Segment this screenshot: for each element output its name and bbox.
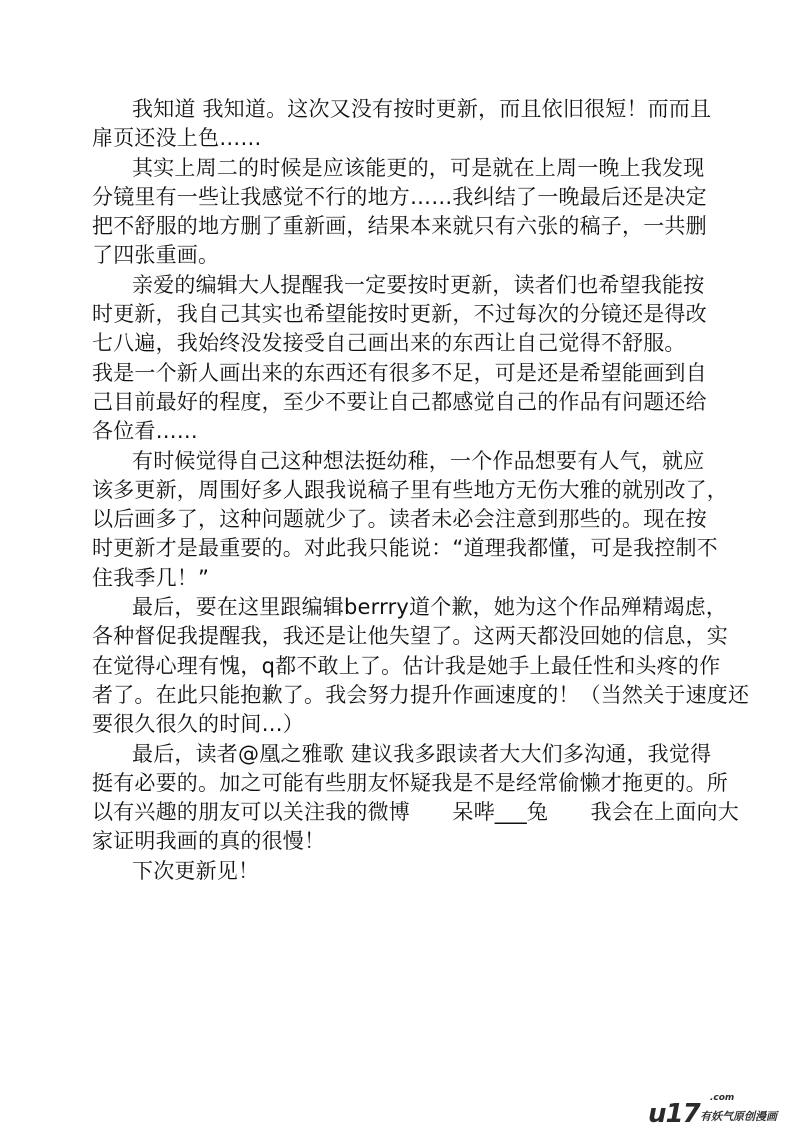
- note-line: 挺有必要的。加之可能有些朋友怀疑我是不是经常偷懒才拖更的。所: [92, 770, 728, 795]
- note-line: 有时候觉得自己这种想法挺幼稚，一个作品想要有人气，就应: [132, 448, 705, 473]
- note-line: 者了。在此只能抱歉了。我会努力提升作画速度的！（当然关于速度还: [92, 682, 750, 707]
- note-line: 己目前最好的程度，至少不要让自己都感觉自己的作品有问题还给: [92, 389, 707, 414]
- note-line: 其实上周二的时候是应该能更的，可是就在上周一晚上我发现: [132, 155, 705, 180]
- note-line: 七八遍，我始终没发接受自己画出来的东西让自己觉得不舒服。: [92, 331, 686, 356]
- note-line: 把不舒服的地方删了重新画，结果本来就只有六张的稿子，一共删: [92, 214, 707, 239]
- note-line: 要很久很久的时间…）: [92, 712, 304, 737]
- note-line: 分镜里有一些让我感觉不行的地方……我纠结了一晚最后还是决定: [92, 184, 707, 209]
- watermark-domain: .com: [710, 1093, 735, 1103]
- note-line: 最后，读者@凰之雅歌 建议我多跟读者大大们多沟通，我觉得: [132, 741, 712, 766]
- note-line: 时更新才是最重要的。对此我只能说：“道理我都懂，可是我控制不: [92, 536, 718, 561]
- note-line: 家证明我画的真的很慢！: [92, 829, 326, 854]
- note-line: 了四张重画。: [92, 243, 220, 268]
- note-line: 最后，要在这里跟编辑berrry道个歉，她为这个作品殚精竭虑，: [132, 595, 728, 620]
- note-line: 该多更新，周围好多人跟我说稿子里有些地方无伤大雅的就别改了，: [92, 477, 728, 502]
- note-line: 以有兴趣的朋友可以关注我的微博 呆哔___兔 我会在上面向大: [92, 800, 739, 825]
- watermark-slogan: 有妖气原创漫画: [700, 1110, 777, 1123]
- note-line: 各种督促我提醒我，我还是让他失望了。这两天都没回她的信息，实: [92, 624, 728, 649]
- u17-watermark-logo: [648, 1093, 788, 1127]
- note-line: 时更新，我自己其实也希望能按时更新，不过每次的分镜还是得改: [92, 302, 707, 327]
- author-note: [92, 95, 750, 886]
- note-line: 我知道 我知道。这次又没有按时更新，而且依旧很短！而而且: [132, 97, 712, 121]
- note-line: 亲爱的编辑大人提醒我一定要按时更新，读者们也希望我能按: [132, 272, 705, 297]
- note-line: 扉页还没上色……: [92, 126, 262, 151]
- watermark-logo-text: u17: [648, 1099, 700, 1129]
- note-line: 下次更新见！: [132, 858, 260, 883]
- note-line: 各位看……: [92, 419, 198, 444]
- note-line: 住我季几！”: [92, 565, 210, 590]
- note-line: 以后画多了，这种问题就少了。读者未必会注意到那些的。现在按: [92, 507, 707, 532]
- note-line: 我是一个新人画出来的东西还有很多不足，可是还是希望能画到自: [92, 360, 707, 385]
- note-line: 在觉得心理有愧，q都不敢上了。估计我是她手上最任性和头疼的作: [92, 653, 721, 678]
